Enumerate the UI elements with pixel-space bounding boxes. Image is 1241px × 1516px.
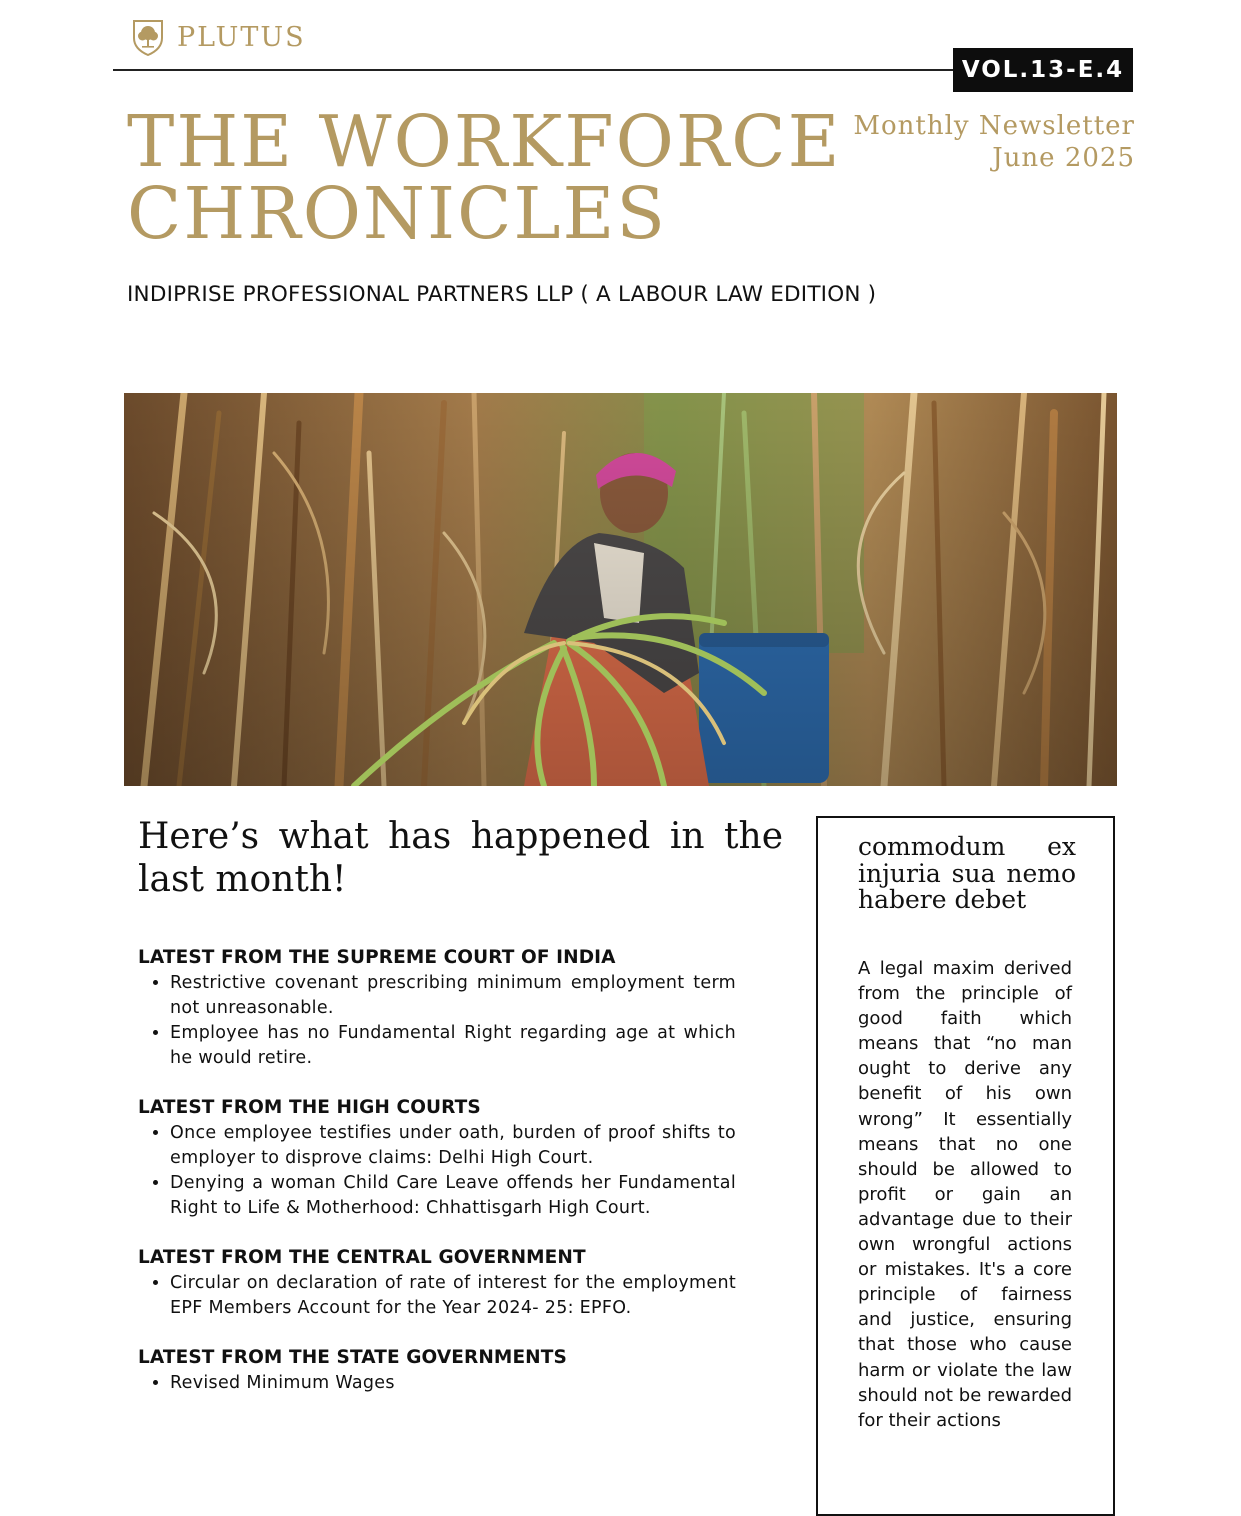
maxim-title: commodum ex injuria sua nemo habere debet	[858, 832, 1076, 914]
intro-heading: Here’s what has happened in the last month!	[138, 816, 783, 900]
news-sections	[138, 945, 736, 1420]
section-list	[138, 1371, 736, 1396]
tree-shield-icon	[131, 18, 165, 56]
section-list	[138, 1271, 736, 1321]
brand-logo	[131, 18, 306, 56]
hero-photo	[124, 393, 1117, 786]
newsletter-type: Monthly Newsletter	[853, 111, 1135, 141]
list-item: • Once employee testifies under oath, burden of proof shifts to employer to disprove claims: Delhi High Court.	[170, 1121, 736, 1171]
list-item: • Denying a woman Child Care Leave offends her Fundamental Right to Life & Motherhood: Chhattisgarh High Court.	[170, 1171, 736, 1221]
section-list	[138, 1121, 736, 1221]
newsletter-title	[127, 100, 842, 255]
list-item: • Restrictive covenant prescribing minimum employment term not unreasonable.	[170, 971, 736, 1021]
section-heading: LATEST FROM THE STATE GOVERNMENTS	[138, 1347, 567, 1368]
maxim-explanation: A legal maxim derived from the principle of good faith which means that “no man ought to derive any benefit of his own wrong” It essentially means that no one should be allowed to profit or gain an advantage due to their own wrongful actions or mistakes. It's a core principle of fairness and justice, ensuring that those who cause harm or violate the law should not be rewarded for their actions	[858, 958, 1072, 1431]
section-list	[138, 971, 736, 1071]
section-heading: LATEST FROM THE CENTRAL GOVERNMENT	[138, 1247, 586, 1268]
volume-badge: VOL.13-E.4	[953, 48, 1133, 92]
section-supreme-court	[138, 945, 736, 1071]
list-item: • Circular on declaration of rate of interest for the employment EPF Members Account for the Year 2024- 25: EPFO.	[170, 1271, 736, 1321]
list-item: • Employee has no Fundamental Right regarding age at which he would retire.	[170, 1021, 736, 1071]
list-item: • Revised Minimum Wages	[170, 1371, 736, 1396]
section-heading: LATEST FROM THE HIGH COURTS	[138, 1097, 481, 1118]
section-heading: LATEST FROM THE SUPREME COURT OF INDIA	[138, 947, 616, 968]
section-state-governments	[138, 1345, 736, 1396]
issue-date: June 2025	[992, 143, 1135, 173]
sugarcane-harvest-image	[124, 393, 1117, 786]
legal-maxim-box	[816, 816, 1115, 1516]
header-divider	[113, 69, 958, 71]
brand-name: PLUTUS	[177, 21, 306, 53]
section-central-government	[138, 1245, 736, 1321]
issue-info	[853, 110, 1135, 174]
firm-name: INDIPRISE PROFESSIONAL PARTNERS LLP ( A LABOUR LAW EDITION )	[127, 282, 877, 307]
title-line-2: CHRONICLES	[127, 172, 668, 255]
title-line-1: THE WORKFORCE	[127, 100, 842, 183]
section-high-courts	[138, 1095, 736, 1221]
